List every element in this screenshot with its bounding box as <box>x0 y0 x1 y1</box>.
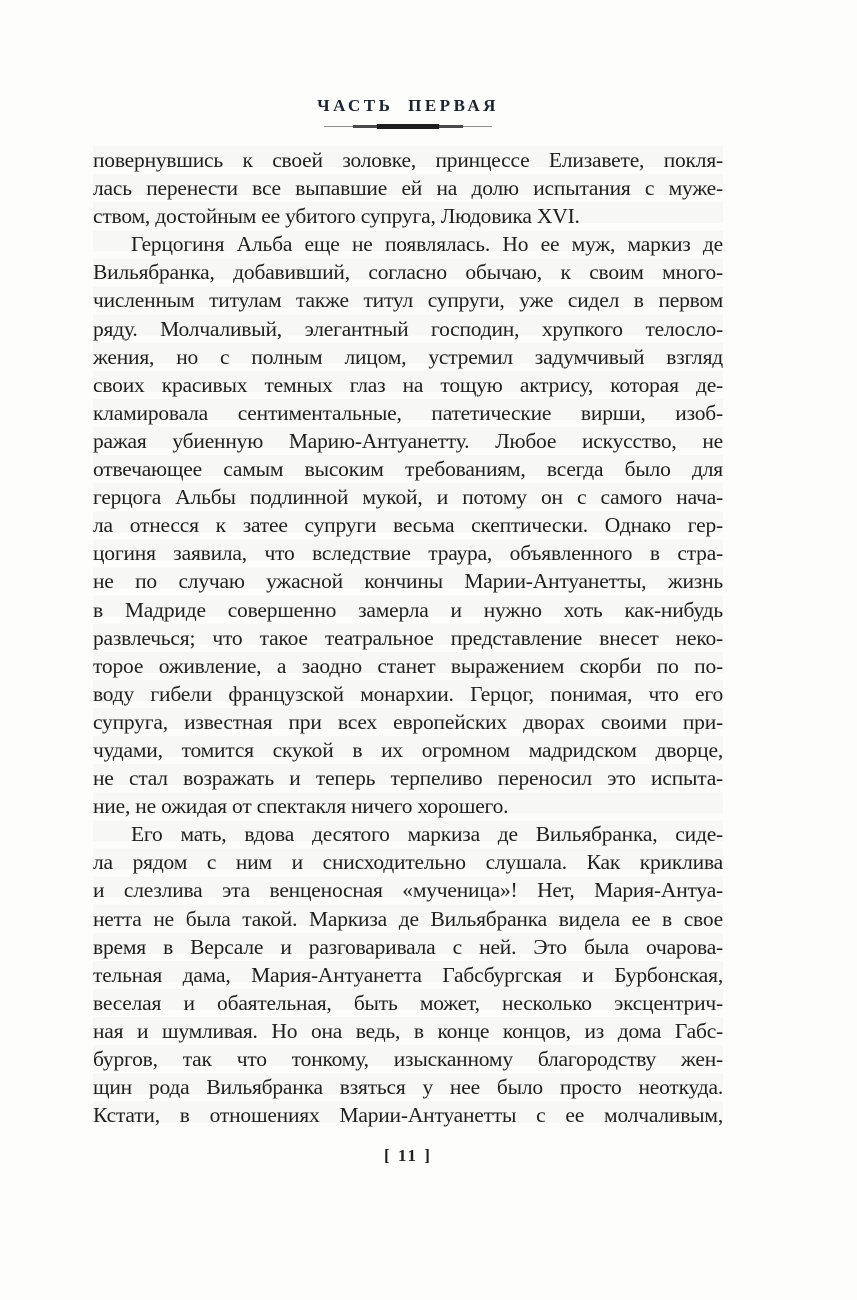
text-line: в Мадриде совершенно замерла и нужно хоть как-нибудь <box>93 597 723 622</box>
text-line: ством, достойным ее убитого супруга, Людовика XVI. <box>93 204 580 229</box>
text-line: веселая и обаятельная, быть может, несколько эксцентрич- <box>93 990 723 1015</box>
rule-center-bar <box>377 124 439 129</box>
text-line: жения, но с полным лицом, устремил задумчивый взгляд <box>93 344 723 369</box>
text-line: кламировала сентиментальные, патетические вирши, изоб- <box>93 400 723 425</box>
chapter-heading: ЧАСТЬ ПЕРВАЯ <box>317 96 499 115</box>
body-text <box>93 146 723 1129</box>
text-line: воду гибели французской монархии. Герцог, понимая, что его <box>93 681 723 706</box>
text-line: развлечься; что такое театральное представление внесет неко- <box>93 625 723 650</box>
paragraph <box>93 820 723 1129</box>
text-line: не по случаю ужасной кончины Марии-Антуанетты, жизнь <box>93 569 723 594</box>
text-line: отвечающее самым высоким требованиям, всегда было для <box>93 457 723 482</box>
text-line: время в Версале и разговаривала с ней. Это была очарова- <box>93 934 723 959</box>
text-line: лась перенести все выпавшие ей на долю испытания с муже- <box>93 176 723 201</box>
text-line: ла отнесся к затее супруги весьма скептически. Однако гер- <box>93 513 723 538</box>
text-line: ная и шумливая. Но она ведь, в конце концов, из дома Габс- <box>93 1018 723 1043</box>
text-line: супруга, известная при всех европейских дворах своими при- <box>93 709 723 734</box>
text-line: и слезлива эта венценосная «мученица»! Нет, Мария-Антуа- <box>93 878 723 903</box>
text-line: Его мать, вдова десятого маркиза де Вильябранка, сиде- <box>131 822 723 847</box>
text-line: цогиня заявила, что вследствие траура, объявленного в стра- <box>93 541 723 566</box>
text-line: ражая убиенную Марию-Антуанетту. Любое искусство, не <box>93 428 723 453</box>
page-number: [ 11 ] <box>384 1146 432 1165</box>
text-line: бургов, так что тонкому, изысканному благородству жен- <box>93 1047 723 1071</box>
text-line: не стал возражать и теперь терпеливо переносил это испыта- <box>93 766 723 791</box>
text-line: тельная дама, Мария-Антуанетта Габсбургская и Бурбонская, <box>93 962 723 987</box>
text-line: чудами, томится скукой в их огромном мадридском дворце, <box>93 737 723 762</box>
text-column <box>93 0 723 1300</box>
text-line: своих красивых темных глаз на тощую актрису, которая де- <box>93 372 723 397</box>
text-line: Вильябранка, добавивший, согласно обычаю, к своим много- <box>93 260 723 285</box>
text-line: герцога Альбы подлинной мукой, и потому он с самого нача- <box>93 485 723 510</box>
text-line: нетта не была такой. Маркиза де Вильябранка видела ее в свое <box>93 906 723 931</box>
text-line: ние, не ожидая от спектакля ничего хорошего. <box>93 794 509 819</box>
text-line: щин рода Вильябранка взяться у нее было просто неоткуда. <box>93 1075 723 1100</box>
text-line: численным титулам также титул супруги, уже сидел в первом <box>93 288 723 313</box>
decorative-rule <box>324 124 492 129</box>
text-line: повернувшись к своей золовке, принцессе Елизавете, покля- <box>93 148 723 172</box>
paragraph <box>93 146 723 230</box>
text-line: ряду. Молчаливый, элегантный господин, хрупкого телосло- <box>93 316 723 341</box>
text-line: Герцогиня Альба еще не появлялась. Но ее муж, маркиз де <box>131 232 723 257</box>
text-line: ла рядом с ним и снисходительно слушала. Как криклива <box>93 850 723 875</box>
text-line: Кстати, в отношениях Марии-Антуанетты с ее молчаливым, <box>93 1103 723 1128</box>
text-line: торое оживление, а заодно станет выражением скорби по по- <box>93 653 723 678</box>
paragraph <box>93 230 723 820</box>
